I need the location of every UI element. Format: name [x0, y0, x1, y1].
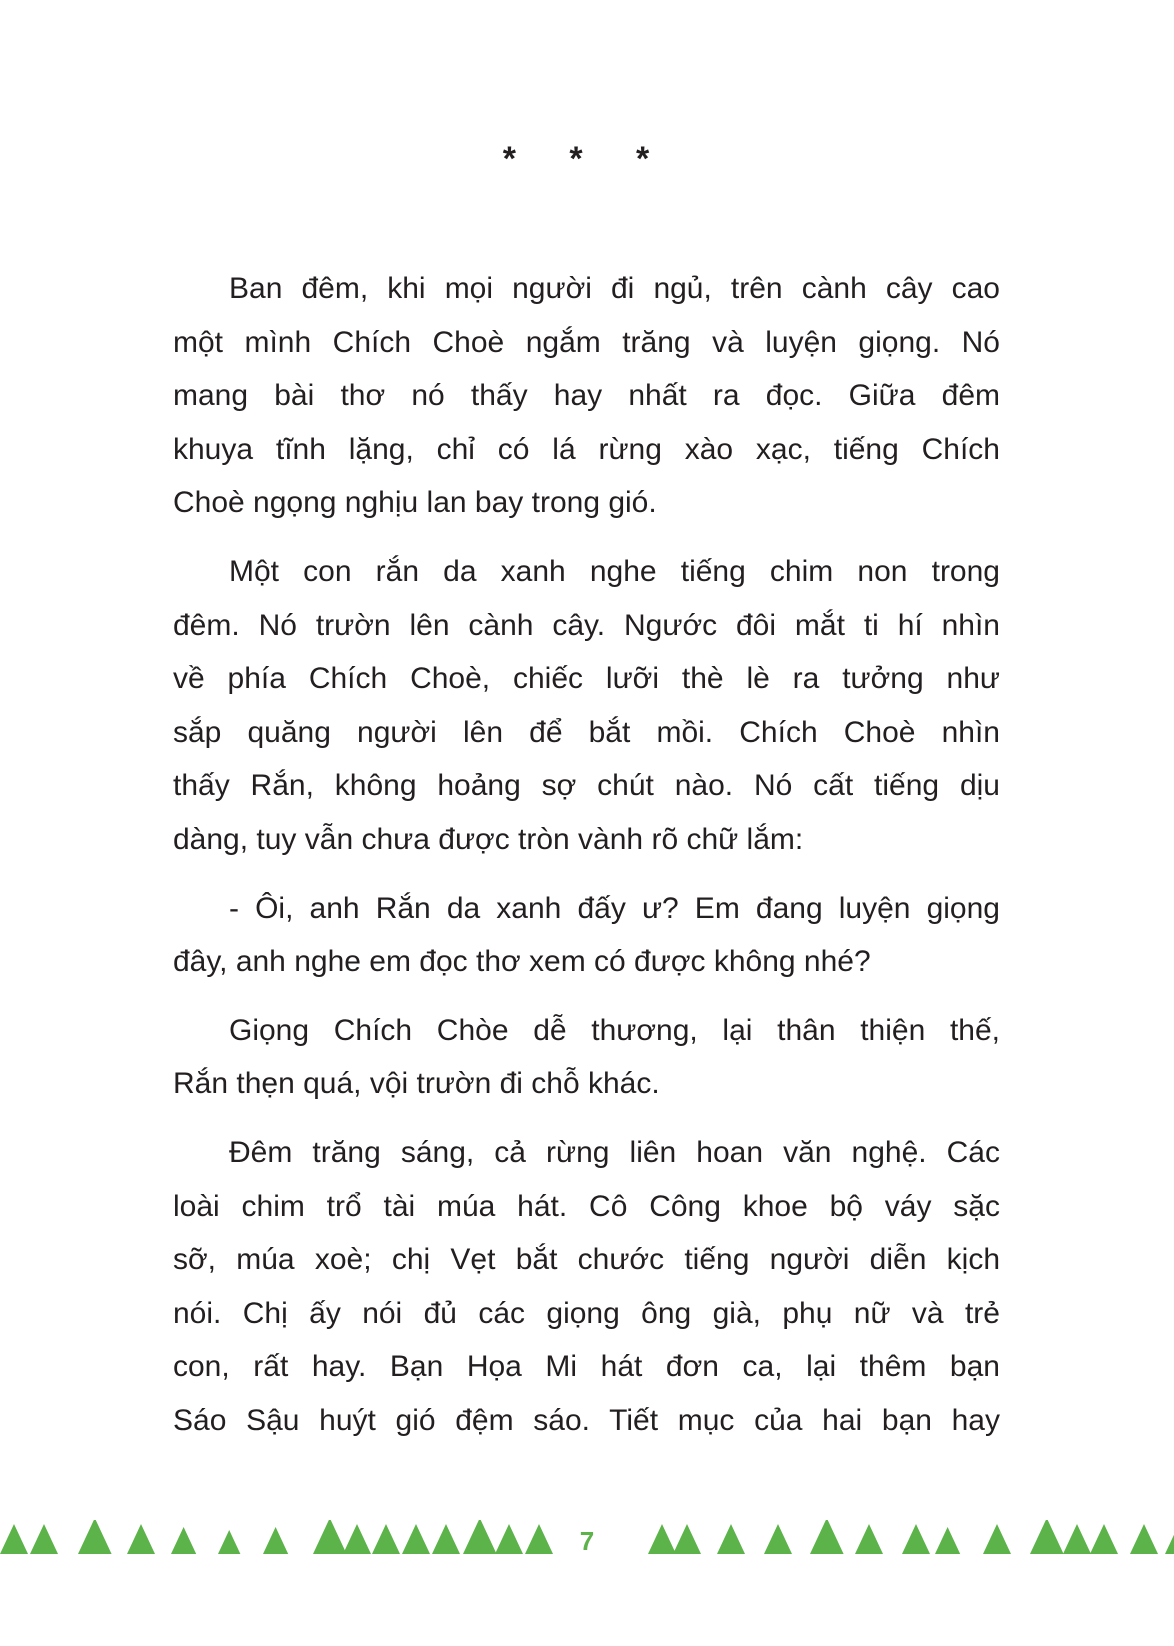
text-line: - Ôi, anh Rắn da xanh đấy ư? Em đang luyện giọng	[229, 891, 1000, 925]
text-line: Rắn thẹn quá, vội trườn đi chỗ khác.	[173, 1067, 660, 1101]
section-separator: * * *	[502, 140, 672, 178]
paragraph	[173, 1126, 1000, 1448]
text-line: mang bài thơ nó thấy hay nhất ra đọc. Giữa đêm	[173, 379, 1000, 413]
text-line: đêm. Nó trườn lên cành cây. Ngước đôi mắt ti hí nhìn	[173, 608, 1000, 642]
text-line: khuya tĩnh lặng, chỉ có lá rừng xào xạc, tiếng Chích	[173, 432, 1000, 466]
text-line: đây, anh nghe em đọc thơ xem có được không nhé?	[173, 945, 871, 979]
text-line: Một con rắn da xanh nghe tiếng chim non trong	[229, 554, 1000, 588]
paragraph	[173, 545, 1000, 867]
paragraph	[173, 882, 1000, 989]
text-line: Sáo Sậu huýt gió đệm sáo. Tiết mục của hai bạn hay	[173, 1403, 1000, 1437]
text-line: con, rất hay. Bạn Họa Mi hát đơn ca, lại thêm bạn	[173, 1350, 1000, 1384]
text-line: thấy Rắn, không hoảng sợ chút nào. Nó cất tiếng dịu	[173, 769, 1000, 803]
text-line: sắp quăng người lên để bắt mồi. Chích Choè nhìn	[173, 715, 1000, 749]
text-line: Giọng Chích Chòe dễ thương, lại thân thiện thế,	[229, 1013, 1000, 1047]
text-line: loài chim trổ tài múa hát. Cô Công khoe bộ váy sặc	[173, 1189, 1000, 1223]
text-line: Ban đêm, khi mọi người đi ngủ, trên cành cây cao	[229, 272, 1000, 305]
text-line: về phía Chích Choè, chiếc lưỡi thè lè ra tưởng như	[173, 662, 1000, 696]
text-line: Choè ngọng nghịu lan bay trong gió.	[173, 486, 657, 520]
text-line: một mình Chích Choè ngắm trăng và luyện giọng. Nó	[173, 325, 1000, 359]
paragraph	[173, 1004, 1000, 1111]
story-text	[173, 262, 1000, 1462]
text-line: sỡ, múa xoè; chị Vẹt bắt chước tiếng người diễn kịch	[173, 1243, 1000, 1277]
text-line: Đêm trăng sáng, cả rừng liên hoan văn nghệ. Các	[229, 1135, 1000, 1169]
paragraph	[173, 262, 1000, 530]
text-line: dàng, tuy vẫn chưa được tròn vành rõ chữ lắm:	[173, 822, 804, 856]
text-line: nói. Chị ấy nói đủ các giọng ông già, phụ nữ và trẻ	[173, 1296, 1000, 1330]
page-number: 7	[579, 1526, 595, 1556]
